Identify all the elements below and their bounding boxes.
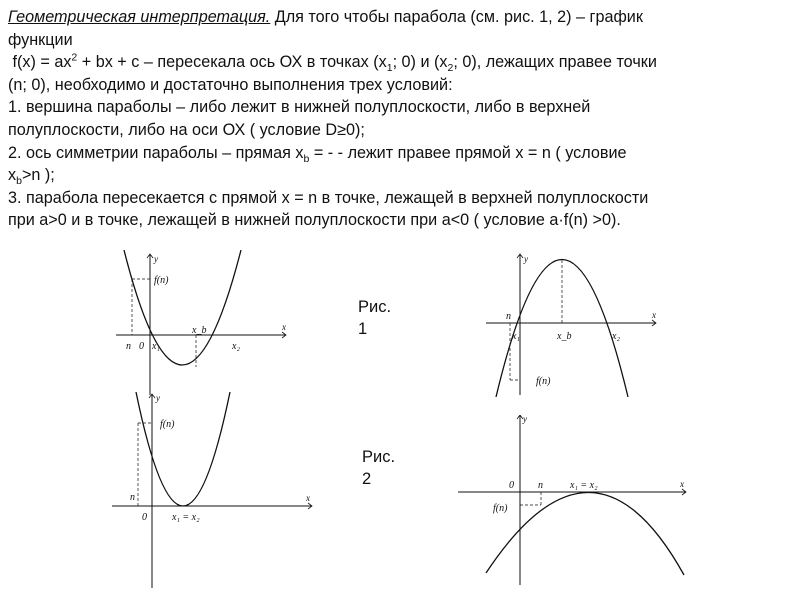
parabola-curve <box>136 392 230 506</box>
x2-label: x₂ <box>232 341 240 352</box>
condition-3-cont: при a>0 и в точке, лежащей в нижней полуплоскости при a<0 ( условие a·f(n) >0). <box>8 211 621 230</box>
condition-2-rest: = - - лежит правее прямой x = n ( условие <box>309 143 627 162</box>
n-label: n <box>126 341 131 352</box>
x-label: x <box>680 479 684 489</box>
origin-label: 0 <box>509 480 514 491</box>
condition-3: 3. парабола пересекается с прямой x = n в точке, лежащей в верхней полуплоскости <box>8 188 649 207</box>
condition-2-line-1 <box>8 142 794 165</box>
condition-2-line-2 <box>8 164 794 187</box>
n-label: n <box>130 492 135 503</box>
figure-downward-parabola-2 <box>456 415 691 595</box>
condition-1-cont: полуплоскости, либо на оси ОХ ( условие D≥0); <box>8 120 365 139</box>
fn-label: f(n) <box>536 376 551 387</box>
condition-2-end: >n ); <box>21 166 55 185</box>
y-label: y <box>154 254 158 264</box>
formula-text: ; 0), лежащих правее точки <box>453 53 657 72</box>
x2-label: x₂ <box>612 331 620 342</box>
caption-figure-2: Рис. 2 <box>362 448 396 488</box>
figure-downward-parabola-1 <box>482 252 662 397</box>
condition-3-line-2 <box>8 209 794 232</box>
n-label: n <box>506 311 511 322</box>
figure-upward-parabola-1 <box>112 250 292 398</box>
x1-label: x₁ <box>512 331 520 342</box>
conditions-intro: (n; 0), необходимо и достаточно выполнения трех условий: <box>8 75 453 94</box>
power: 2 <box>71 51 78 64</box>
fn-label: f(n) <box>154 275 169 286</box>
x-label: x <box>282 322 286 332</box>
caption-figure-1: Рис. 1 <box>358 298 392 338</box>
xb-label: x_b <box>192 325 207 336</box>
section-title: Геометрическая интерпретация. <box>8 8 271 26</box>
figure-upward-parabola-2 <box>112 392 317 592</box>
condition-1-line-2 <box>8 119 794 142</box>
paragraph-line-4 <box>8 74 794 97</box>
y-label: y <box>156 393 160 403</box>
condition-1: 1. вершина параболы – либо лежит в нижней полуплоскости, либо в верхней <box>8 98 591 117</box>
condition-3-line-1 <box>8 187 794 210</box>
x12-label: x₁ = x₂ <box>570 480 598 491</box>
n-label: n <box>538 480 543 491</box>
paragraph-line-1 <box>8 6 794 29</box>
intro-text: Для того чтобы парабола (см. рис. 1, 2) – график <box>274 8 643 26</box>
x-label: x <box>652 310 656 320</box>
x1-label: x₁ <box>152 341 160 352</box>
paragraph-line-2 <box>8 29 794 52</box>
paragraph-line-3 <box>8 51 794 74</box>
formula-text: + bx + c – пересекала ось ОХ в точках (x <box>77 53 387 72</box>
fn-label: f(n) <box>160 419 175 430</box>
parabola-curve <box>486 492 684 575</box>
subscript-1: 1 <box>386 62 393 75</box>
condition-2-cont: x <box>8 166 17 185</box>
y-label: y <box>523 415 527 424</box>
x-label: x <box>306 493 310 503</box>
xb-label: x_b <box>557 331 572 342</box>
fn-label: f(n) <box>493 503 508 514</box>
subscript-b: b <box>303 152 310 165</box>
problem-text <box>8 6 794 232</box>
formula-text: ; 0) и (x <box>392 53 448 72</box>
x12-label: x₁ = x₂ <box>172 512 200 523</box>
condition-1-line-1 <box>8 96 794 119</box>
origin-label: 0 <box>142 512 147 523</box>
condition-2: 2. ось симметрии параболы – прямая x <box>8 143 304 162</box>
subscript-2: 2 <box>447 62 454 75</box>
subscript-b: b <box>16 175 22 188</box>
y-label: y <box>524 254 528 264</box>
intro-text-cont: функции <box>8 30 73 49</box>
origin-label: 0 <box>139 341 144 352</box>
function-formula: f(x) = ax <box>12 53 72 72</box>
